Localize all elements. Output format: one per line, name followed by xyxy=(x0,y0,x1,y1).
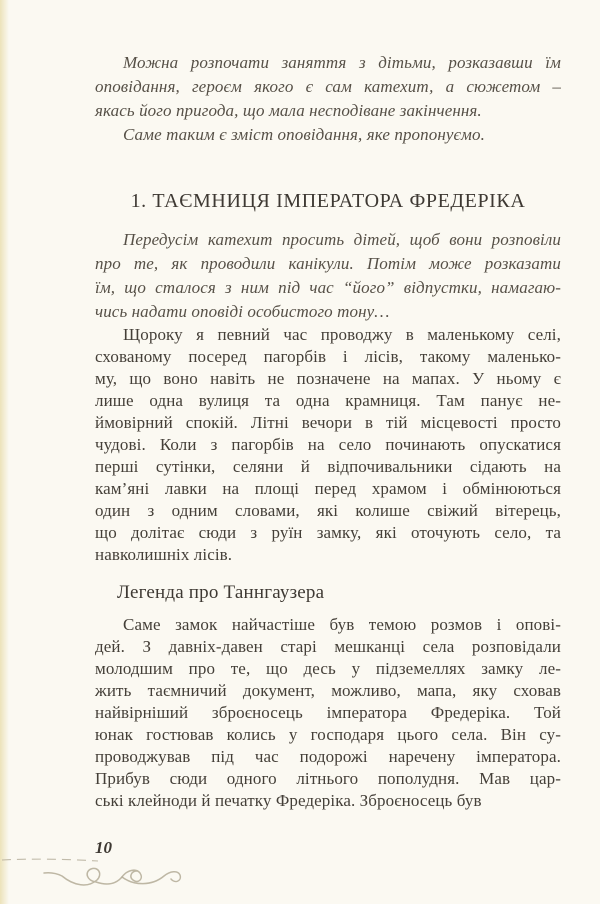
text-line: один з одним словами, які колише свіжий вітерець, xyxy=(95,501,561,520)
text-line: схованому посеред пагорбів і лісів, такому маленько- xyxy=(95,347,561,366)
text-line: юнак гостював колись у господаря цього села. Він су- xyxy=(95,725,561,744)
text-line: про те, як проводили канікули. Потім може розказати xyxy=(95,254,561,273)
text-line: що долітає сюди з руїн замку, які оточують село, та xyxy=(95,523,561,542)
page-content xyxy=(95,51,561,812)
paragraph xyxy=(95,51,561,123)
paragraph xyxy=(95,324,561,566)
text-line: перші сутінки, селяни й відпочивальники сідають на xyxy=(95,457,561,476)
paragraph xyxy=(95,228,561,324)
text-line: Саме таким є зміст оповідання, яке пропонуємо. xyxy=(123,125,485,144)
chapter-intro-section xyxy=(95,228,561,324)
text-line: Щороку я певний час проводжу в маленькому селі, xyxy=(123,325,561,344)
body-section-2 xyxy=(95,614,561,812)
text-line: молодшим про те, що десь у підземеллях замку ле- xyxy=(95,659,561,678)
text-line: їм, що сталося з ним під час “його” відпустки, намагаю- xyxy=(95,278,561,297)
text-line: чись надати оповіді особистого тону… xyxy=(95,302,390,321)
paragraph xyxy=(95,123,561,147)
page-footer xyxy=(0,836,230,900)
section-subheading: Легенда про Таннгаузера xyxy=(117,582,325,603)
body-section-1 xyxy=(95,324,561,566)
scan-edge-shadow xyxy=(0,0,9,904)
text-line: дей. З давніх-давен старі мешканці села розповідали xyxy=(95,637,561,656)
text-line: проводжував під час подорожі наречену імператора. xyxy=(95,747,561,766)
text-line: оповідання, героєм якого є сам катехит, а сюжетом – xyxy=(95,77,561,96)
text-line: чудові. Коли з пагорбів на село починають опускатися xyxy=(95,435,561,454)
intro-section xyxy=(95,51,561,147)
text-line: Можна розпочати заняття з дітьми, розказавши їм xyxy=(123,53,561,72)
text-line: му, що воно навіть не позначене на мапах. У ньому є xyxy=(95,369,561,388)
page-number: 10 xyxy=(95,838,112,857)
paragraph xyxy=(95,614,561,812)
text-line: Прибув сюди одного літнього пополудня. Мав цар- xyxy=(95,769,561,788)
text-line: жить таємничий документ, можливо, мапа, яку сховав xyxy=(95,681,561,700)
text-line: ські клейноди й печатку Фредеріка. Зброєносець був xyxy=(95,791,482,810)
text-line: лише одна вулиця та одна крамниця. Там панує не- xyxy=(95,391,561,410)
text-line: Саме замок найчастіше був темою розмов і опові- xyxy=(123,615,561,634)
chapter-heading: 1. ТАЄМНИЦЯ ІМПЕРАТОРА ФРЕДЕРІКА xyxy=(130,190,526,212)
text-line: ймовірний спокій. Літні вечори в тій місцевості просто xyxy=(95,413,561,432)
text-line: найвірніший зброєносець імператора Фредеріка. Той xyxy=(95,703,561,722)
text-line: кам’яні лавки на площі перед храмом і обмінюються xyxy=(95,479,561,498)
text-line: навколишніх лісів. xyxy=(95,545,233,564)
text-line: Передусім катехит просить дітей, щоб вони розповіли xyxy=(123,230,561,249)
text-line: якась його пригода, що мала несподіване закінчення. xyxy=(95,101,482,120)
